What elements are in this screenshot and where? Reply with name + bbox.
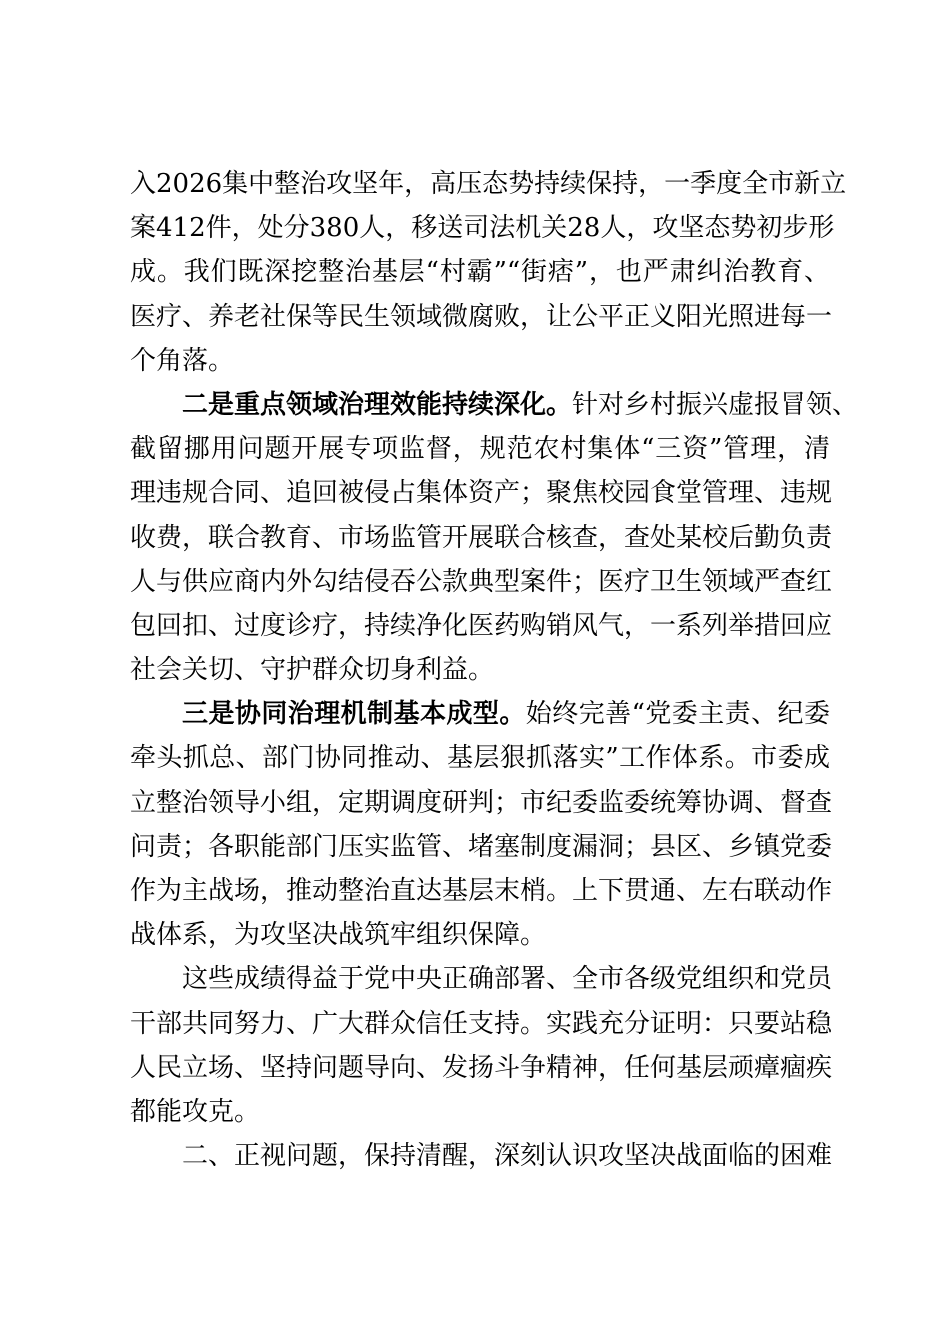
paragraph-heading-line	[130, 383, 859, 427]
paragraph-heading-line	[130, 692, 830, 736]
text-line: 案412件，处分380人，移送司法机关28人，攻坚态势初步形	[130, 213, 835, 244]
text-line: 立整治领导小组，定期调度研判；市纪委监委统筹协调、督查	[130, 787, 833, 818]
text-line: 问责；各职能部门压实监管、堵塞制度漏洞；县区、乡镇党委	[130, 831, 833, 862]
bold-lead-text: 二是重点领域治理效能持续深化。	[182, 389, 573, 420]
text-line: 截留挪用问题开展专项监督，规范农村集体“三资”管理，清	[130, 434, 830, 465]
text-line: 包回扣、过度诊疗，持续净化医药购销风气，一系列举措回应	[130, 610, 833, 641]
text-line: 成。我们既深挖整治基层“村霸”“街痞”，也严肃纠治教育、	[130, 257, 830, 288]
text-line: 入2026集中整治攻坚年，高压态势持续保持，一季度全市新立	[130, 169, 847, 199]
text-line: 作为主战场，推动整治直达基层末梢。上下贯通、左右联动作	[130, 876, 833, 906]
text-line: 理违规合同、追回被侵占集体资产；聚焦校园食堂管理、违规	[130, 478, 833, 509]
lead-continuation-text: 始终完善“党委主责、纪委	[525, 699, 830, 730]
text-line: 都能攻克。	[130, 1096, 261, 1127]
text-line: 个角落。	[130, 345, 235, 376]
text-line: 医疗、养老社保等民生领域微腐败，让公平正义阳光照进每一	[130, 301, 833, 332]
text-line: 牵头抓总、部门协同推动、基层狠抓落实”工作体系。市委成	[130, 743, 830, 774]
text-line: 人与供应商内外勾结侵吞公款典型案件；医疗卫生领域严查红	[130, 566, 833, 597]
text-line: 社会关切、守护群众切身利益。	[130, 655, 495, 686]
text-line: 战体系，为攻坚决战筑牢组织保障。	[130, 920, 547, 951]
text-line: 这些成绩得益于党中央正确部署、全市各级党组织和党员	[182, 964, 833, 995]
section-heading-line: 二、正视问题，保持清醒，深刻认识攻坚决战面临的困难	[182, 1141, 833, 1172]
text-line: 人民立场、坚持问题导向、发扬斗争精神，任何基层顽瘴痼疾	[130, 1052, 833, 1083]
lead-continuation-text: 针对乡村振兴虚报冒领、	[572, 389, 859, 420]
bold-lead-text: 三是协同治理机制基本成型。	[182, 699, 526, 730]
text-line: 收费，联合教育、市场监管开展联合核查，查处某校后勤负责	[130, 522, 833, 553]
text-line: 干部共同努力、广大群众信任支持。实践充分证明：只要站稳	[130, 1008, 833, 1039]
document-body	[130, 162, 859, 1178]
